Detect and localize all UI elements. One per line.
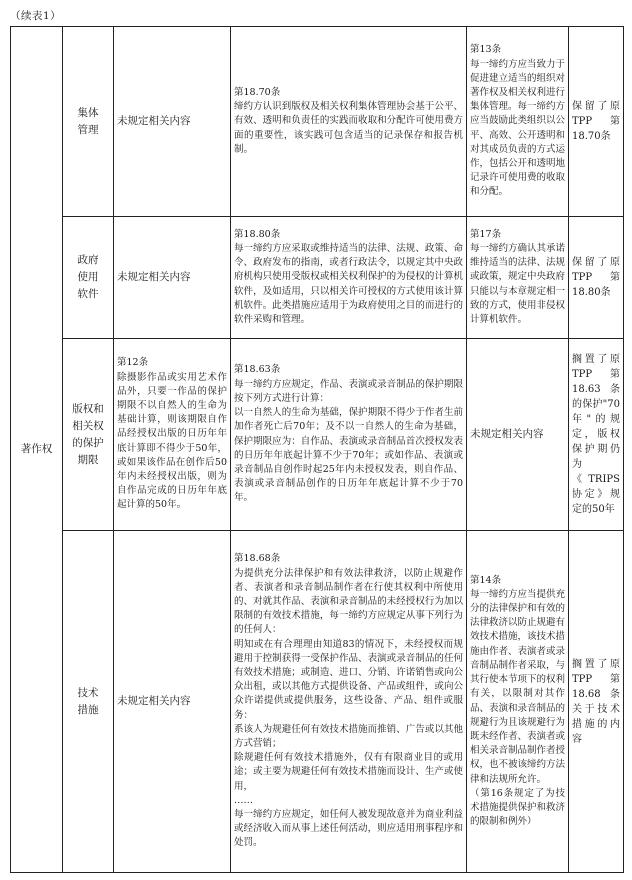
table-row <box>11 339 624 531</box>
cptpp-cell: 第13条 每一缔约方应当致力于促进建立适当的组织对著作权及相关权利进行集体管理。每一缔约方应当鼓励此类组织以公平、高效、公开透明和对其成员负责的方式运作，包括公开和透明地记录许可使用费的收取和分配。 <box>467 27 569 217</box>
note-cell: 保留了原TPP第18.70条 <box>569 27 624 217</box>
note-cell: 保留了原TPP第18.80条 <box>569 217 624 339</box>
table-row <box>11 27 624 217</box>
rcep-cell: 第12条 除摄影作品或实用艺术作品外，只要一作品的保护期限不以自然人的生命为基础计算，则该期限自作品经授权出版的日历年年底计算即不得少于50年，或如果该作品在创作后50年内未经授权出版，则为自作品完成的日历年年底起计算的50年。 <box>114 339 231 531</box>
tpp-cell: 第18.63条 每一缔约方应规定，作品、表演或录音制品的保护期限按下列方式进行计算： 以一自然人的生命为基础，保护期限不得少于作者生前加作者死亡后70年；及不以一自然人的生命为基础，保护期限应为：自作品、表演或录音制品首次授权发表的日历年年底起计算不少于70年；或如作品、表演或录音制品自创作时起25年内未授权发表，则自作品、表演或录音制品创作的日历年年底起计算不少于70年。 <box>231 339 467 531</box>
row-topic: 政府 使用 软件 <box>63 217 114 339</box>
category-label: 著作权 <box>11 27 63 873</box>
note-cell: 搁置了原TPP第18.68条关于技术措施的内容 <box>569 531 624 873</box>
row-topic: 版权和 相关权 的保护 期限 <box>63 339 114 531</box>
tpp-cell: 第18.80条 每一缔约方应采取或维持适当的法律、法规、政策、命令、政府发布的指南，或者行政法令，以规定其中央政府机构只使用受版权或相关权利保护的为侵权的计算机软件，及如适用，只以相关许可授权的方式使用该计算机软件。此类措施应适用于为政府使用之目的而进行的软件采购和管理。 <box>231 217 467 339</box>
cptpp-cell: 未规定相关内容 <box>467 339 569 531</box>
tpp-cell: 第18.68条 为提供充分法律保护和有效法律救济，以防止规避作者、表演者和录音制品制作者在行使其权利中所使用的、对就其作品、表演和录音制品的未经授权行为加以限制的有效技术措施，每一缔约方应规定从事下列行为的任何人： 明知或在有合理理由知道83的情况下，未经授权而规避用于控制获得一受保护作品、表演或录音制品的任何有效技术措施；或制造、进口、分销、许诺销售或向公众出租，或以其他方式提供设备、产品或组件，或向公众许诺提供或提供服务，这些设备、产品、组件或服务： 系该人为规避任何有效技术措施而推销、广告或以其他方式营销； 除规避任何有效技术措施外，仅有有限商业目的或用途；或主要为规避任何有效技术措施而设计、生产或使用， …… 每一缔约方应规定，如任何人被发现故意并为商业利益或经济收入而从事上述任何活动，则应适用刑事程序和处罚。 <box>231 531 467 873</box>
note-cell: 搁置了原TPP第18.63条的保护"70年"的规定，版权保护期仍为《TRIPS协定》规定的50年 <box>569 339 624 531</box>
cptpp-cell: 第17条 每一缔约方确认其承诺维持适当的法律、法规或政策，规定中央政府只能以与本章规定相一致的方式，使用非侵权计算机软件。 <box>467 217 569 339</box>
table-row <box>11 531 624 873</box>
row-topic: 集体 管理 <box>63 27 114 217</box>
table-row <box>11 217 624 339</box>
tpp-cell: 第18.70条 缔约方认识到版权及相关权利集体管理协会基于公平、有效、透明和负责任的实践而收取和分配许可使用费方面的重要性，该实践可包含适当的记录保存和报告机制。 <box>231 27 467 217</box>
rcep-cell: 未规定相关内容 <box>114 217 231 339</box>
table-caption: （续表1） <box>10 10 62 22</box>
ip-comparison-table <box>10 26 624 873</box>
rcep-cell: 未规定相关内容 <box>114 531 231 873</box>
row-topic: 技术 措施 <box>63 531 114 873</box>
rcep-cell: 未规定相关内容 <box>114 27 231 217</box>
cptpp-cell: 第14条 每一缔约方应当提供充分的法律保护和有效的法律救济以防止规避有效技术措施，该技术措施由作者、表演者或录音制品制作者采取，与其行使本节项下的权利有关，以限制对其作品、表演和录音制品的规避行为且该规避行为既未经作者、表演者或相关录音制品制作者授权，也不被该缔约方法律和法规所允许。 （第16条规定了为技术措施提供保护和救济的限制和例外） <box>467 531 569 873</box>
